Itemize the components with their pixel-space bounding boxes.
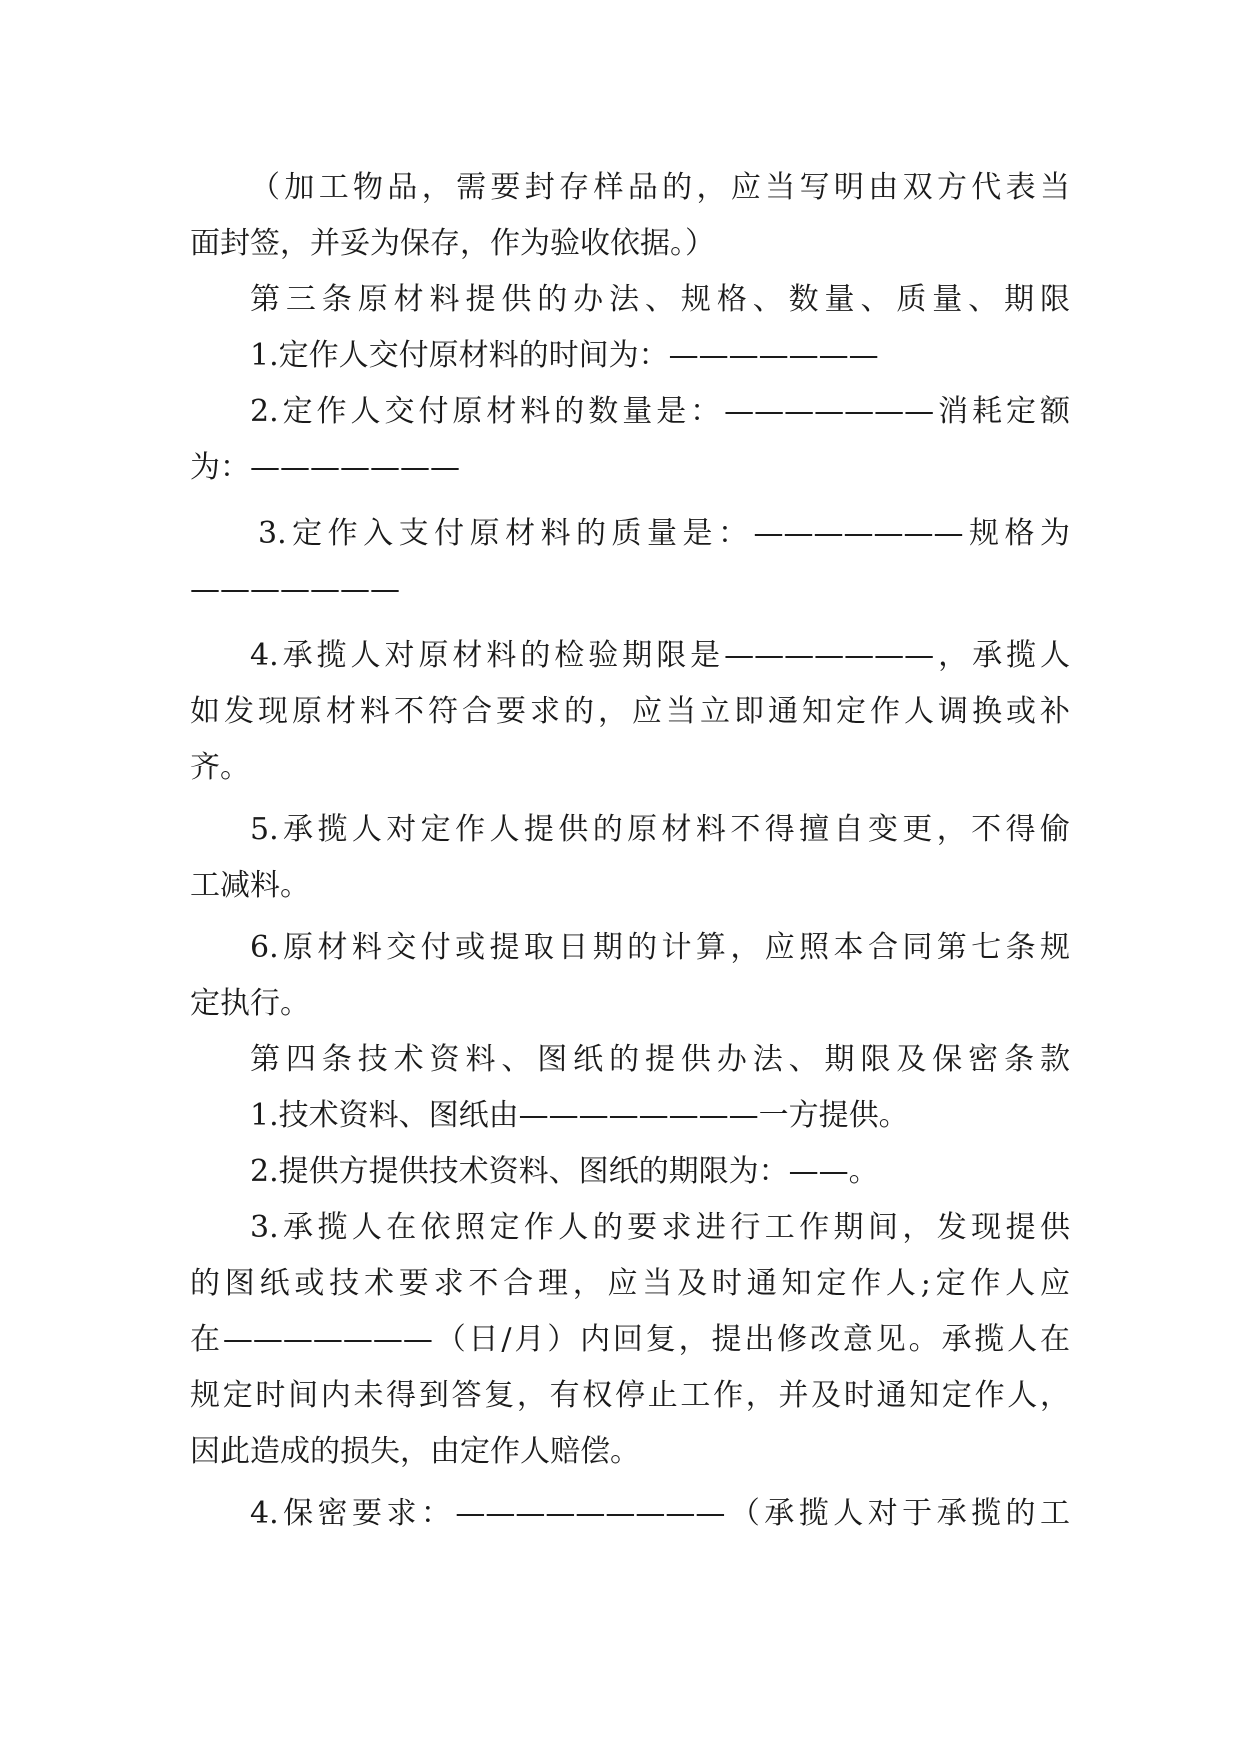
article-heading: 第三条原材料提供的办法、规格、数量、质量、期限 [250,282,1070,317]
paragraph-line: 面封签，并妥为保存，作为验收依据。） [190,226,715,261]
paragraph-line: 齐。 [190,750,250,785]
paragraph-line: ——————— [190,572,400,607]
paragraph-line: 1.定作人交付原材料的时间为：——————— [250,338,879,373]
paragraph-line: 4.保密要求：—————————（承揽人对于承揽的工 [250,1496,1070,1531]
paragraph-line: 工减料。 [190,868,310,903]
paragraph-line: 5.承揽人对定作人提供的原材料不得擅自变更，不得偷 [250,812,1070,847]
paragraph-line: 因此造成的损失，由定作人赔偿。 [190,1434,640,1469]
paragraph-line: （加工物品，需要封存样品的，应当写明由双方代表当 [250,170,1070,205]
article-heading: 第四条技术资料、图纸的提供办法、期限及保密条款 [250,1042,1070,1077]
paragraph-line: 规定时间内未得到答复，有权停止工作，并及时通知定作人， [190,1378,1070,1413]
paragraph-line: 定执行。 [190,986,310,1021]
paragraph-line: 如发现原材料不符合要求的，应当立即通知定作人调换或补 [190,694,1070,729]
paragraph-line: 2.定作人交付原材料的数量是：———————消耗定额 [250,394,1070,429]
paragraph-line: 在———————（日/月）内回复，提出修改意见。承揽人在 [190,1322,1070,1357]
paragraph-line: 为：——————— [190,450,460,485]
paragraph-line: 2.提供方提供技术资料、图纸的期限为：——。 [250,1154,879,1189]
paragraph-line: 3.承揽人在依照定作人的要求进行工作期间，发现提供 [250,1210,1070,1245]
paragraph-line: 4.承揽人对原材料的检验期限是———————，承揽人 [250,638,1070,673]
paragraph-line: 的图纸或技术要求不合理，应当及时通知定作人;定作人应 [190,1266,1070,1301]
paragraph-line: 6.原材料交付或提取日期的计算，应照本合同第七条规 [250,930,1070,965]
paragraph-line: 3.定作入支付原材料的质量是：———————规格为 [258,516,1070,551]
paragraph-line: 1.技术资料、图纸由————————一方提供。 [250,1098,909,1133]
